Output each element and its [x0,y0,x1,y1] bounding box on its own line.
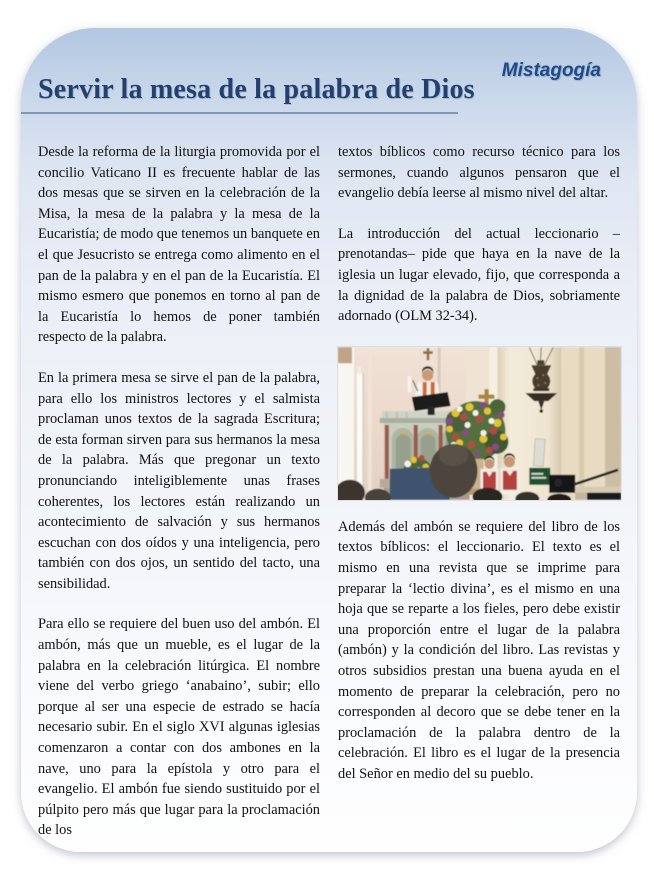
paragraph: Desde la reforma de la liturgia promovida por el concilio Vaticano II es frecuente hablar de las dos mesas que se sirven en la celebración de la Misa, la mesa de la palabra y la mesa de la Eucaristía; de modo que tenemos un banquete en el que Jesucristo se entrega como alimento en el pan de la palabra y en el pan de la Eucaristía. El mismo esmero que ponemos en torno al pan de la Eucaristía lo hemos de poner también respecto de la palabra. [38,144,320,346]
section-badge: Mistagogía [501,60,601,81]
paragraph: La introducción del actual leccionario – prenotandas– pide que haya en la nave de la iglesia un lugar elevado, fijo, que corresponda a la dignidad de la palabra de Dios, sobriamente adornado (OLM 32-34). [338,225,620,325]
green-sign [529,468,550,485]
paschal-candle [357,366,364,493]
bright-wall-strip [338,347,354,499]
church-lector-photo [338,347,621,500]
church-photo-illustration [338,347,621,500]
page-title: Servir la mesa de la palabra de Dios [38,74,475,105]
badge-underline [484,99,632,101]
paragraph: Para ello se requiere del buen uso del ambón. El ambón, más que un mueble, es el lugar de la palabra en la celebración litúrgica. El nombre viene del verbo griego ‘anabaino’, subir; ello porque al ser una especie de estrado se hacía necesario subir. En el siglo XVI algunas iglesias comenzaron a contar con dos ambones en la nave, uno para la epístola y otro para el evangelio. El ambón fue siendo sustituido por el púlpito pero más que lugar para la proclamación de los [38,616,320,839]
article-card [21,28,637,852]
title-underline [21,112,458,114]
right-column [338,142,620,861]
paragraph: Además del ambón se requiere del libro de los textos bíblicos: el leccionario. El texto es el mismo en una revista que se imprime para preparar la ‘lectio divina’, es el mismo en una hoja que se reparte a los fieles, pero debe existir una proporción entre el lugar de la palabra (ambón) y la condición del libro. Las revistas y otros subsidios prestan una buena ayuda en el momento de preparar la celebración, pero no corresponden al decoro que se debe tener en la proclamación de la palabra dentro de la celebración. El libro es el lugar de la presencia del Señor en medio del su pueblo. [338,518,620,782]
wall-speaker [533,438,545,466]
left-column [38,142,320,861]
paragraph: textos bíblicos como recurso técnico para los sermones, cuando algunos pensaron que el evangelio debía leerse al mismo nivel del altar. [338,144,620,202]
article-body [38,142,621,861]
paragraph: En la primera mesa se sirve el pan de la palabra, para ello los ministros lectores y el salmista proclaman unos textos de la sagrada Escritura; de esta forman sirven para sus hermanos la mesa de la palabra. Más que pregonar un texto pronunciando inteligiblemente unas frases coherentes, los lectores están realizando un acontecimiento de salvación y sus hermanos escuchan con dos oídos y una inteligencia, pero también con dos ojos, un sentido del tacto, una sensibilidad. [38,369,320,592]
